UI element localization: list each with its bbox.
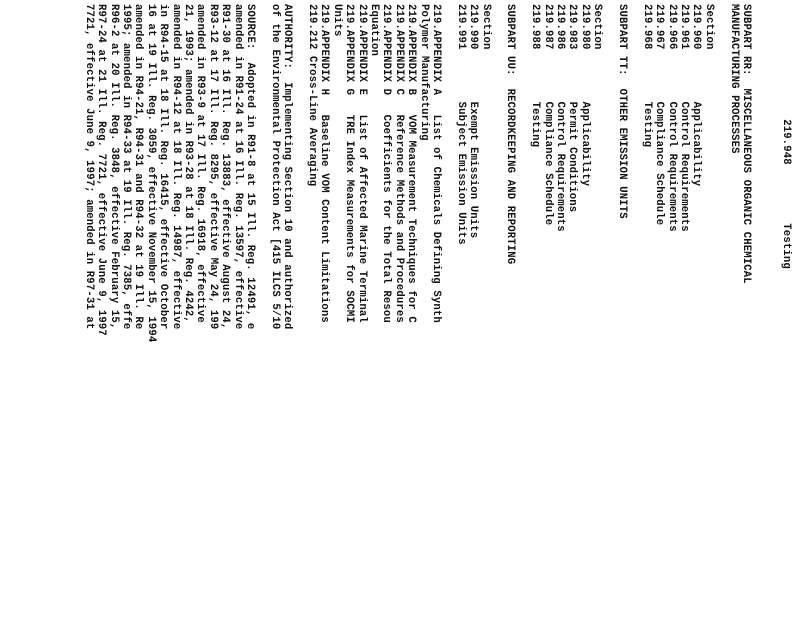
document-line: 219.APPENDIX B VOM Measurement Techniques for C — [405, 4, 418, 323]
document-line: AUTHORITY: Implementing Section 10 and authorized — [281, 4, 294, 330]
document-line: SUBPART RR: MISCELLANEOUS ORGANIC CHEMICAL — [740, 4, 752, 284]
document-line: 219.APPENDIX E List of Affected Marine Terminal — [355, 4, 368, 323]
document-line: 219.990 Exempt Emission Units — [467, 4, 480, 239]
document-line: Polymer Manufacturing — [417, 4, 430, 141]
document-line: SUBPART TT: OTHER EMISSION UNITS — [616, 4, 628, 219]
document-line: 219.980 Applicability — [578, 4, 591, 187]
document-line: R97-24 at 21 Ill. Reg. 7721, effective June 9, 1997 — [95, 4, 108, 336]
document-line: Section — [702, 4, 715, 50]
document-line: R91-30 at 16 Ill. Reg. 13883, effective August 24, — [219, 4, 232, 330]
document-line: 219.987 Compliance Schedule — [541, 4, 554, 226]
document-line: 219.212 Cross-Line Averaging — [306, 4, 318, 187]
document-line: 219.960 Applicability — [690, 4, 703, 187]
document-line: 219.986 Control Requirements — [554, 4, 566, 232]
document-line: 1995; amended in R94-33 at 19 Ill. Reg. 7385, effe — [120, 4, 132, 330]
document-line: 219.APPENDIX A List of Chemicals Defining Synth — [430, 4, 442, 323]
document-line: 219.APPENDIX H Baseline VOM Content Limitations — [318, 4, 331, 323]
document-line: 219.991 Subject Emission Units — [454, 4, 467, 245]
document-line: 219.APPENDIX D Coefficients for the Total Resou — [380, 4, 393, 323]
document-line: amended in R93-9 at 17 Ill. Reg. 16918, effective — [194, 4, 207, 323]
document-line: Section — [591, 4, 604, 50]
document-line: in R94-15 at 18 Ill. Reg. 16415, effective October — [157, 4, 170, 330]
document-line: 219.APPENDIX G TRE Index Measurements for SOCMI — [343, 4, 356, 323]
document-line: amended in R91-24 at 16 Ill. Reg. 13597, effective — [231, 4, 244, 330]
document-line: Equation — [368, 4, 380, 57]
document-line: 219.961 Control Requirements — [678, 4, 690, 232]
document-line: 219.968 Testing — [640, 4, 653, 148]
document-line: 219.983 Permit Conditions — [566, 4, 579, 213]
document-line: MANUFACTURING PROCESSES — [727, 4, 740, 154]
document-line: Units — [330, 4, 343, 37]
document-line: amended in R94-12 at 18 Ill. Reg. 14987, effective — [169, 4, 182, 330]
document-line: 219.988 Testing — [529, 4, 542, 148]
document-line: 7721, effective June 9, 1997; amended in R97-31 at — [82, 4, 95, 330]
document-line: Section — [479, 4, 492, 50]
document-line: R93-12 at 17 Ill. Reg. 8295, effective May 24, 199 — [206, 4, 219, 330]
document-line: 219.967 Compliance Schedule — [653, 4, 666, 226]
document-line: 219.948 Testing — [780, 119, 792, 269]
document-line: 219.APPENDIX C Reference Methods and Procedures — [392, 4, 405, 323]
document-line: amended in R94-21, R94-31 and R94-32 at 19 Ill. Re — [132, 4, 145, 330]
document-line: SOURCE: Adopted in R91-8 at 15 Ill. Reg. 12491, e — [244, 4, 256, 330]
document-line: SUBPART UU: RECORDKEEPING AND REPORTING — [504, 4, 517, 265]
document-line: 21, 1993; amended in R93-28 at 18 Ill. Reg. 4242, — [182, 4, 194, 323]
document-line: 219.966 Control Requirements — [665, 4, 678, 232]
document-line: 16 at 19 Ill. Reg. 3059, effective November 15, 1994 — [144, 4, 157, 343]
document-line: of the Environmental Protection Act [415 ILCS 5/10 — [268, 4, 281, 330]
document-line: R96-2 at 20 Ill. Reg. 3848, effective February 15, — [107, 4, 120, 330]
